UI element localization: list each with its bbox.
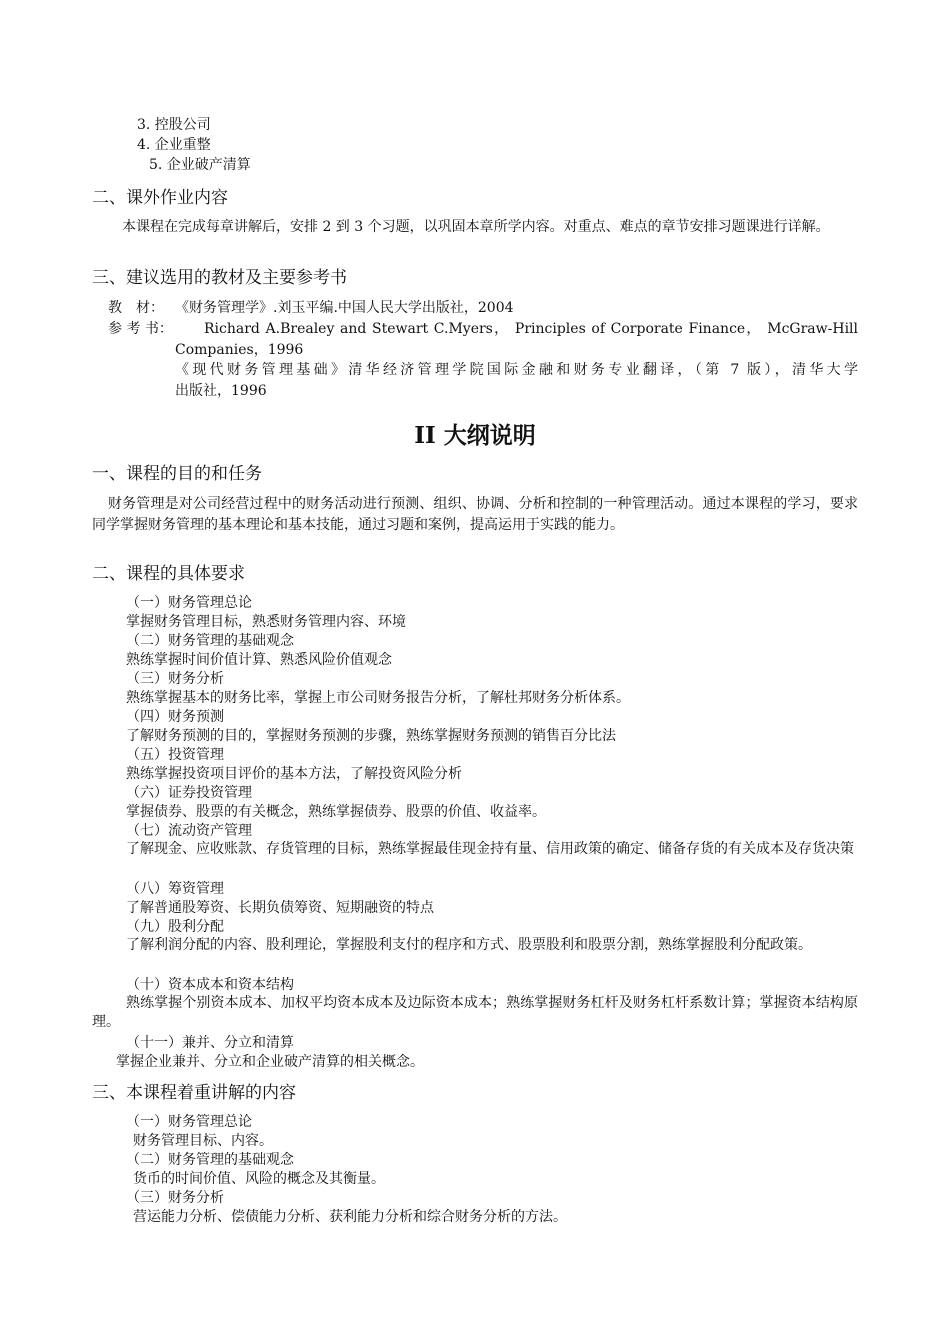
- reference-entry: Companies，1996: [175, 342, 304, 358]
- focus-title: （一）财务管理总论: [126, 1114, 252, 1130]
- reference-entry: 出版社，1996: [175, 383, 267, 399]
- list-item: 4. 企业重整: [137, 137, 211, 153]
- focus-title: （二）财务管理的基础观念: [126, 1152, 294, 1168]
- requirement-title: （三）财务分析: [126, 671, 224, 687]
- requirement-title: （八）筹资管理: [126, 881, 224, 897]
- requirement-title: （六）证券投资管理: [126, 785, 252, 801]
- focus-title: （三）财务分析: [126, 1190, 224, 1206]
- requirement-title: （一）财务管理总论: [126, 595, 252, 611]
- requirement-desc: 了解财务预测的目的，掌握财务预测的步骤，熟练掌握财务预测的销售百分比法: [126, 728, 616, 744]
- focus-desc: 营运能力分析、偿债能力分析、获利能力分析和综合财务分析的方法。: [133, 1209, 567, 1225]
- requirement-desc: 了解现金、应收账款、存货管理的目标，熟练掌握最佳现金持有量、信用政策的确定、储备存货的有关成本及存货决策: [126, 841, 854, 857]
- requirement-desc: 熟练掌握个别资本成本、加权平均资本成本及边际资本成本；熟练掌握财务杠杆及财务杠杆系数计算；掌握资本结构原理。: [92, 995, 858, 1030]
- requirement-desc: 熟练掌握投资项目评价的基本方法，了解投资风险分析: [126, 766, 462, 782]
- part-title: II 大纲说明: [414, 422, 536, 449]
- list-item: 3. 控股公司: [137, 117, 211, 133]
- focus-desc: 货币的时间价值、风险的概念及其衡量。: [133, 1171, 385, 1187]
- requirement-title: （五）投资管理: [126, 747, 224, 763]
- section-heading: 二、课外作业内容: [92, 188, 228, 208]
- requirement-desc: 了解利润分配的内容、股利理论，掌握股利支付的程序和方式、股票股利和股票分割，熟练掌握股利分配政策。: [126, 937, 812, 953]
- list-item: 5. 企业破产清算: [149, 157, 251, 173]
- requirement-title: （七）流动资产管理: [126, 823, 252, 839]
- section-heading: 三、建议选用的教材及主要参考书: [92, 268, 347, 288]
- requirement-desc: 掌握财务管理目标，熟悉财务管理内容、环境: [126, 614, 406, 630]
- reference-entry: 《现代财务管理基础》清华经济管理学院国际金融和财务专业翻译，（第 7 版），清华大学: [175, 362, 858, 378]
- focus-desc: 财务管理目标、内容。: [133, 1133, 273, 1149]
- textbook-entry: 《财务管理学》.刘玉平编.中国人民大学出版社，2004: [175, 300, 514, 316]
- section-heading: 二、课程的具体要求: [92, 564, 245, 584]
- section-heading: 三、本课程着重讲解的内容: [92, 1083, 296, 1103]
- reference-label: 参 考 书：: [108, 321, 173, 337]
- reference-entry: Richard A.Brealey and Stewart C.Myers， Principles of Corporate Finance， McGraw-Hill: [204, 321, 858, 337]
- requirement-desc: 掌握企业兼并、分立和企业破产清算的相关概念。: [116, 1054, 424, 1070]
- section-heading: 一、课程的目的和任务: [92, 464, 262, 484]
- textbook-label: 教 材：: [108, 300, 164, 316]
- requirement-desc: 掌握债券、股票的有关概念，熟练掌握债券、股票的价值、收益率。: [126, 804, 546, 820]
- requirement-desc: 熟练掌握时间价值计算、熟悉风险价值观念: [126, 652, 392, 668]
- requirement-title: （十）资本成本和资本结构: [126, 977, 294, 993]
- requirement-desc: 了解普通股筹资、长期负债筹资、短期融资的特点: [126, 900, 434, 916]
- requirement-title: （十一）兼并、分立和清算: [126, 1035, 294, 1051]
- purpose-paragraph: 财务管理是对公司经营过程中的财务活动进行预测、组织、协调、分析和控制的一种管理活动。通过本课程的学习，要求同学掌握财务管理的基本理论和基本技能，通过习题和案例，提高运用于实践的能力。: [92, 496, 858, 533]
- requirement-title: （四）财务预测: [126, 709, 224, 725]
- requirement-desc: 熟练掌握基本的财务比率，掌握上市公司财务报告分析，了解杜邦财务分析体系。: [126, 690, 630, 706]
- homework-paragraph: 本课程在完成每章讲解后，安排 2 到 3 个习题，以巩固本章所学内容。对重点、难点的章节安排习题课进行详解。: [122, 219, 830, 235]
- requirement-title: （二）财务管理的基础观念: [126, 633, 294, 649]
- requirement-title: （九）股利分配: [126, 919, 224, 935]
